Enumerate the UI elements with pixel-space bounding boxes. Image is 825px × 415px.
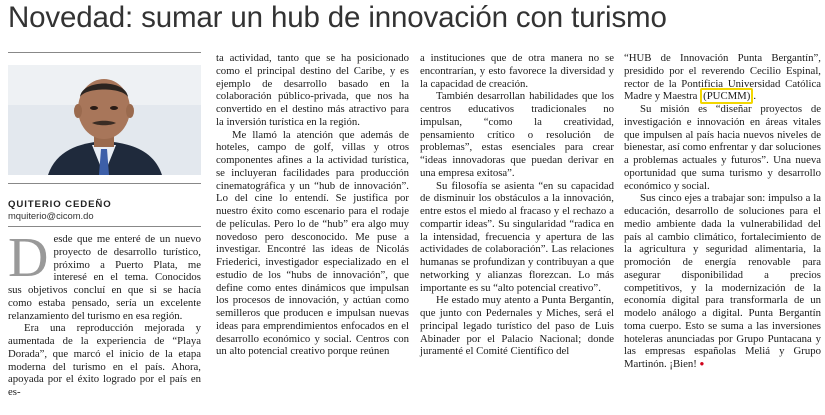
paragraph: ta actividad, tanto que se ha posicionado como el principal destino del Caribe, y es ejemplo de desarrollo basado en la colaboración público-privada, que nos ha convertido en el destino más atractivo para la inversión turística en la región. xyxy=(216,52,409,128)
paragraph: He estado muy atento a Punta Bergantín, que junto con Pedernales y Miches, será el principal legado turístico del paso de Luis Abinader por el Palacio Nacional; donde juramenté el Comité Científico del xyxy=(420,294,614,358)
paragraph: Su filosofía se asienta “en su capacidad de disminuir los obstáculos a la innovación, entre estos el miedo al fracaso y el rechazo a compartir ideas”. Su singularidad “radica en la intensidad, frecuencia y apertura de las actividades de colaboración”. Las relaciones humanas se profundizan y contribuyan a que networking y alianzas florezcan. Lo más importante es su “alto potencial creativo”. xyxy=(420,179,614,294)
paragraph: Sus cinco ejes a trabajar son: impulso a la educación, desarrollo de soluciones para el medio ambiente dada la vulnerabilidad del país al cambio climático, fortalecimiento de la agricultura y seguridad alimentaria, la promoción de energía renovable para asegurar disponibilidad a precios competitivos, y la modernización de la economía digital para transformarla de un modelo análogo a digital. Punta Bergantín toma cuerpo. Esto se suma a las inversiones hoteleras anunciadas por Grupo Puntacana y las empresas españolas Meliá y Grupo Martinón. ¡Bien! ● xyxy=(624,192,821,370)
pucmm-highlight: (PUCMM) xyxy=(700,88,753,104)
paragraph: Era una reproducción mejorada y aumentada de la experiencia de “Playa Dorada”, que marcó el inicio de la etapa moderna del turismo en el país. Ahora, apoyada por el éxito logrado por el país en es- xyxy=(8,322,201,398)
column-2 xyxy=(216,52,409,358)
paragraph: a instituciones que de otra manera no se encontrarían, y esto favorece la diversidad y la capacidad de creación. xyxy=(420,52,614,90)
end-mark-icon: ● xyxy=(699,359,705,368)
paragraph: Su misión es “diseñar proyectos de investigación e innovación en áreas vitales que impulsen al país hacia nuevos niveles de bienestar, así como enfrentar y dar soluciones a problemas actuales y futuros”. Una nueva oportunidad que suma turismo y desarrollo económico y social. xyxy=(624,103,821,192)
photo-rule xyxy=(8,183,201,184)
paragraph: “HUB de Innovación Punta Bergantín”, presidido por el reverendo Cecilio Espinal, rector de la Pontificia Universidad Católica Madre y Maestra (PUCMM) . xyxy=(624,52,821,103)
author-email[interactable]: mquiterio@cicom.do xyxy=(8,210,94,221)
author-name: QUITERIO CEDEÑO xyxy=(8,199,112,210)
lead-paragraph: Desde que me enteré de un nuevo proyecto de desarrollo turístico, próximo a Puerto Plata, me interesé en el tema. Conocidos sus objetivos concluí en que si se hacía como estaba pensado, sería un excelente relanzamiento del turismo en esa región. xyxy=(8,227,201,322)
top-rule xyxy=(8,52,201,53)
column-3 xyxy=(420,52,614,358)
paragraph: También desarrollan habilidades que los centros educativos tradicionales no impulsan, “como la creatividad, pensamiento crítico o resolución de problemas”, estas esenciales para crear “ideas innovadoras que puedan derivar en una empresa exitosa”. xyxy=(420,90,614,179)
headline: Novedad: sumar un hub de innovación con turismo xyxy=(8,1,667,34)
dropcap: D xyxy=(8,227,49,289)
paragraph: Me llamó la atención que además de hoteles, campo de golf, villas y otros componentes afines a la actividad turística, se incluyeran facilidades para producción cinematográfica y un “hub de innovación”. Lo del cine lo entendí. Se justifica por nuestro éxito como escenario para el rodaje de películas. Pero lo de “hub” era algo muy novedoso pero desconocido. Me puse a investigar. Encontré las ideas de Nicolás Friederici, investigador especializado en el estudio de los “hubs de innovación”, que define como entes dinámicos que impulsan los procesos de innovación, y actúan como semilleros que producen e impulsan nuevas ideas para emprendimientos enfocados en el desarrollo económico y social. Centros con un alto potencial creativo porque reúnen xyxy=(216,128,409,358)
author-photo xyxy=(8,65,201,175)
column-4 xyxy=(624,52,821,371)
column-1 xyxy=(8,52,201,399)
